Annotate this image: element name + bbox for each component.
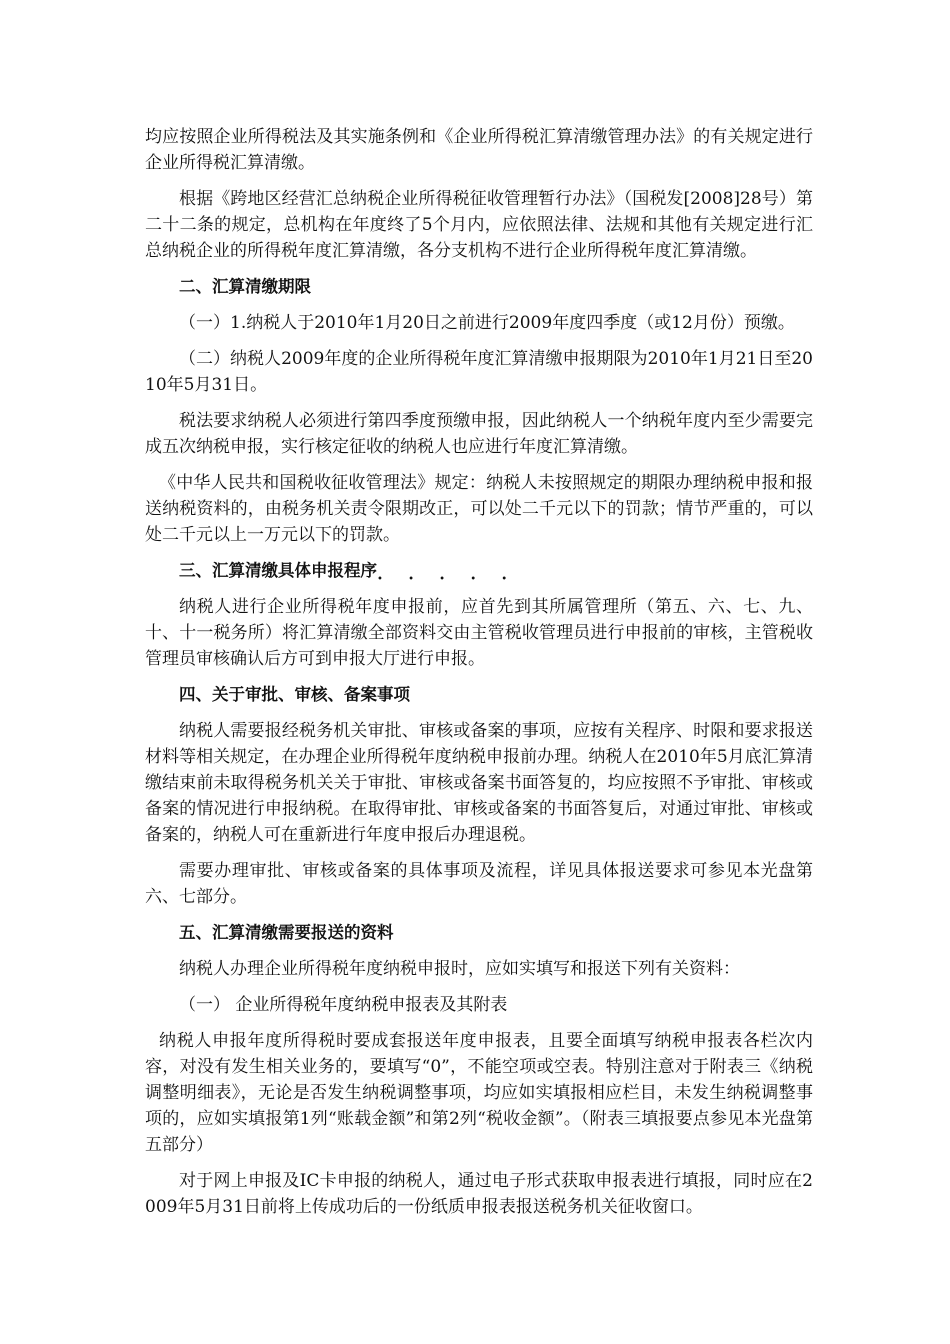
paragraph: 税法要求纳税人必须进行第四季度预缴申报，因此纳税人一个纳税年度内至少需要完成五次纳税申报，实行核定征收的纳税人也应进行年度汇算清缴。 [145,411,813,457]
emphasis-dots: • • • • • [377,574,519,585]
paragraph: 纳税人进行企业所得税年度申报前，应首先到其所属管理所（第五、六、七、九、十、十一税务所）将汇算清缴全部资料交由主管税收管理员进行申报前的审核，主管税收管理员审核确认后方可到申报大厅进行申报。 [145,597,813,669]
paragraph: （二）纳税人2009年度的企业所得税年度汇算清缴申报期限为2010年1月21日至2010年5月31日。 [145,349,813,395]
document-body [145,124,813,1230]
paragraph: 需要办理审批、审核或备案的具体事项及流程，详见具体报送要求可参见本光盘第六、七部分。 [145,861,813,907]
paragraph: （一）1.纳税人于2010年1月20日之前进行2009年度四季度（或12月份）预缴。 [179,313,795,333]
section-heading: 三、汇算清缴具体申报程序 [179,561,377,580]
section-heading-wrapper [145,558,813,584]
paragraph: 纳税人申报年度所得税时要成套报送年度申报表，且要全面填写纳税申报表各栏次内容，对没有发生相关业务的，要填写“0”，不能空项或空表。特别注意对于附表三《纳税调整明细表》，无论是否发生纳税调整事项，均应如实填报相应栏目，未发生纳税调整事项的，应如实填报第1列“账载金额”和第2列“税收金额”。（附表三填报要点参见本光盘第五部分） [145,1031,813,1155]
paragraph: 对于网上申报及IC卡申报的纳税人，通过电子形式获取申报表进行填报，同时应在2009年5月31日前将上传成功后的一份纸质申报表报送税务机关征收窗口。 [145,1171,813,1217]
paragraph: 根据《跨地区经营汇总纳税企业所得税征收管理暂行办法》（国税发[2008]28号）第二十二条的规定，总机构在年度终了5个月内，应依照法律、法规和其他有关规定进行汇总纳税企业的所得税年度汇算清缴，各分支机构不进行企业所得税年度汇算清缴。 [145,189,813,261]
section-heading: 五、汇算清缴需要报送的资料 [179,923,394,942]
paragraph: 纳税人办理企业所得税年度纳税申报时，应如实填写和报送下列有关资料： [179,959,740,979]
section-heading: 四、关于审批、审核、备案事项 [179,685,410,704]
paragraph: （一） 企业所得税年度纳税申报表及其附表 [179,995,508,1015]
paragraph: 均应按照企业所得税法及其实施条例和《企业所得税汇算清缴管理办法》的有关规定进行企业所得税汇算清缴。 [145,127,813,173]
paragraph: 纳税人需要报经税务机关审批、审核或备案的事项，应按有关程序、时限和要求报送材料等相关规定，在办理企业所得税年度纳税申报前办理。纳税人在2010年5月底汇算清缴结束前未取得税务机关关于审批、审核或备案书面答复的，均应按照不予审批、审核或备案的情况进行申报纳税。在取得审批、审核或备案的书面答复后，对通过审批、审核或备案的，纳税人可在重新进行年度申报后办理退税。 [145,721,813,845]
section-heading: 二、汇算清缴期限 [179,277,311,296]
paragraph: 《中华人民共和国税收征收管理法》规定：纳税人未按照规定的期限办理纳税申报和报送纳税资料的，由税务机关责令限期改正，可以处二千元以下的罚款；情节严重的，可以处二千元以上一万元以下的罚款。 [145,473,813,545]
